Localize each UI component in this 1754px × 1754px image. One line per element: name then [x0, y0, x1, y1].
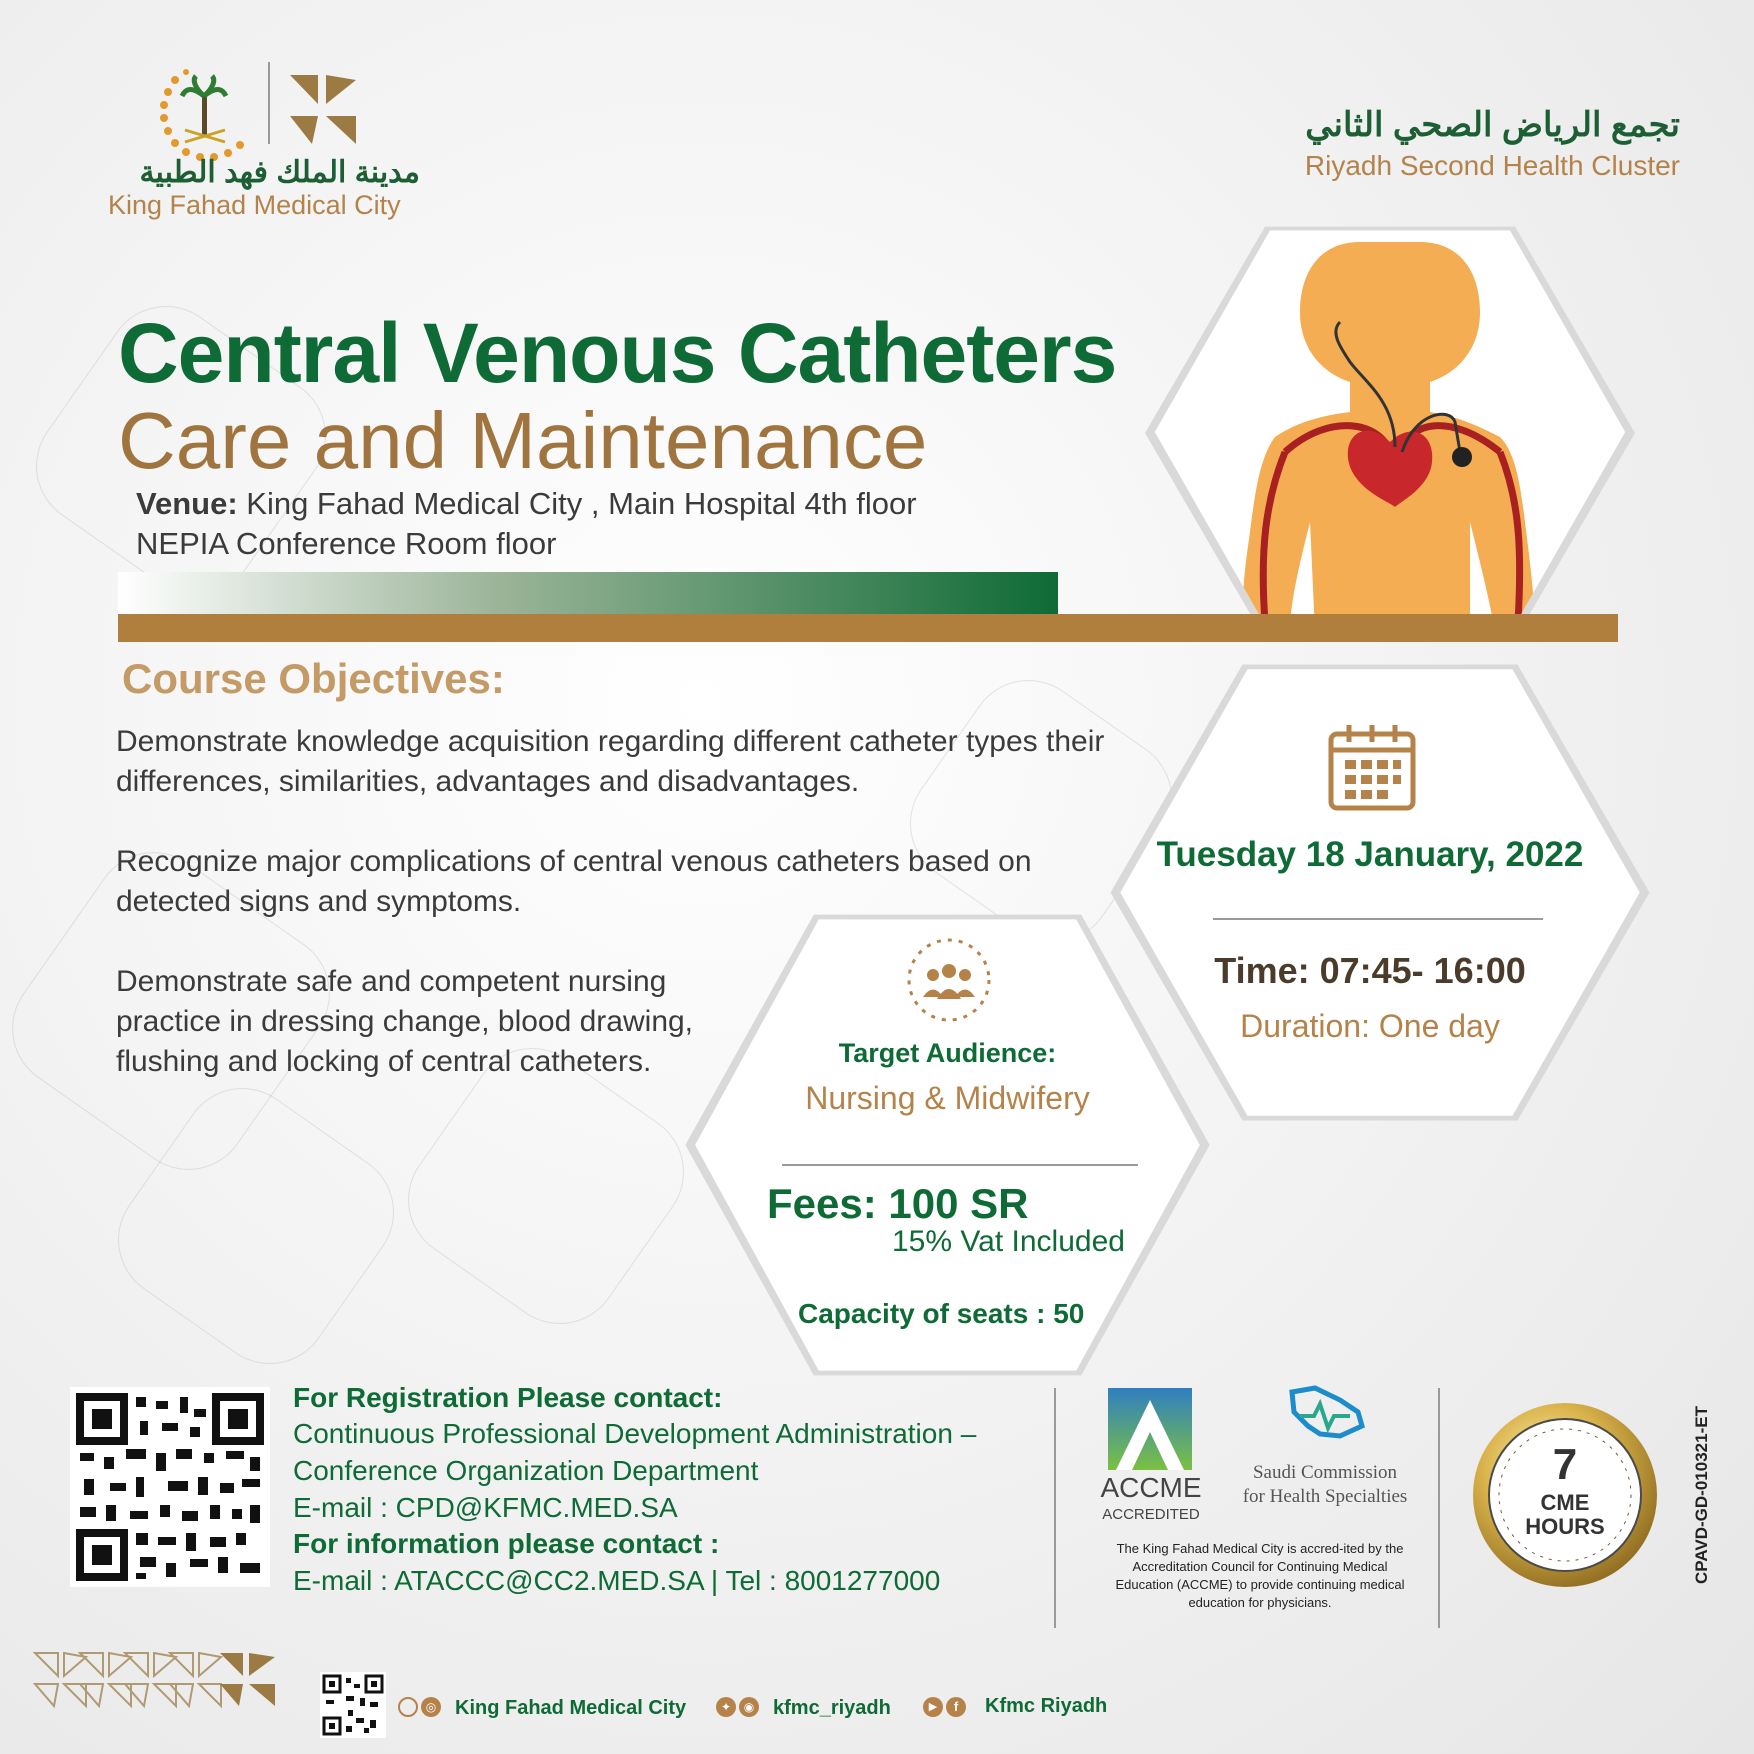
objective-2: Recognize major complications of central venous catheters based on detected signs and symptoms.: [116, 845, 1032, 918]
cme-number: 7: [1552, 1440, 1578, 1489]
kfmc-name-ar: مدينة الملك فهد الطبية: [139, 156, 420, 189]
twitter-icon: ✦: [716, 1697, 736, 1717]
body-hexagon: [1150, 222, 1630, 642]
registration-email[interactable]: E-mail : CPD@KFMC.MED.SA: [293, 1492, 678, 1523]
info-contact[interactable]: E-mail : ATACCC@CC2.MED.SA | Tel : 8001277000: [293, 1565, 941, 1596]
objective-1: Demonstrate knowledge acquisition regarding different catheter types their differences, similarities, advantages and disadvantages.: [116, 725, 1105, 798]
youtube-handle[interactable]: Kfmc Riyadh: [985, 1695, 1108, 1717]
footer-divider: [1054, 1388, 1056, 1628]
audience-label: Target Audience:: [838, 1038, 1057, 1068]
accme-logo-icon: [1108, 1388, 1192, 1470]
cme-hours-label: HOURS: [1525, 1514, 1605, 1539]
cluster-name-en: Riyadh Second Health Cluster: [1304, 150, 1680, 181]
social-qr-code[interactable]: [320, 1672, 386, 1738]
scfhs-line2: for Health Specialties: [1242, 1486, 1408, 1507]
event-date: Tuesday 18 January, 2022: [1156, 835, 1584, 874]
title-line2: Care and Maintenance: [118, 396, 928, 485]
cme-label: CME: [1540, 1490, 1590, 1515]
registration-qr-code[interactable]: [70, 1387, 270, 1587]
youtube-icon: ▶: [923, 1697, 943, 1717]
instagram-icon: ◎: [421, 1697, 441, 1717]
venue-line1: [136, 486, 917, 522]
accme-accredited: ACCREDITED: [1102, 1506, 1200, 1523]
kfmc-emblem-logo: [150, 60, 270, 170]
event-time: Time: 07:45- 16:00: [1214, 950, 1526, 991]
title-line1: Central Venous Catheters: [118, 306, 1117, 400]
website-handle[interactable]: King Fahad Medical City: [455, 1697, 687, 1719]
vat-note: 15% Vat Included: [892, 1225, 1125, 1258]
accme-name: ACCME: [1100, 1472, 1202, 1503]
venue-line2: NEPIA Conference Room floor: [136, 526, 557, 561]
fees: Fees: 100 SR: [767, 1180, 1029, 1227]
brown-divider-bar: [118, 614, 1618, 642]
footer-divider: [1438, 1388, 1440, 1628]
schedule-divider: [1213, 918, 1543, 920]
scfhs-logo-icon: [1280, 1382, 1370, 1442]
seat-capacity: Capacity of seats : 50: [798, 1298, 1085, 1329]
audience-divider: [782, 1164, 1138, 1166]
objective-3: Demonstrate safe and competent nursing practice in dressing change, blood drawing, flushing and locking of central catheters.: [116, 965, 694, 1078]
department-line2: Conference Organization Department: [293, 1455, 759, 1486]
kfmc-name-en: King Fahad Medical City: [108, 190, 401, 220]
scfhs-line1: Saudi Commission: [1252, 1462, 1398, 1483]
footer-flower-logos: [30, 1648, 280, 1712]
registration-label: For Registration Please contact:: [293, 1382, 723, 1413]
audience-group-icon: [904, 935, 994, 1025]
accreditation-statement: The King Fahad Medical City is accred-ited by the Accreditation Council for Continuing Medical Education (ACCME) to provide continuing medical education for physicians.: [1115, 1541, 1405, 1610]
department-line1: Continuous Professional Development Administration –: [293, 1418, 977, 1449]
twitter-handle[interactable]: kfmc_riyadh: [773, 1697, 891, 1719]
info-label: For information please contact :: [293, 1528, 720, 1559]
gradient-bar: [118, 572, 1058, 614]
document-code: CPAVD-GD-010321-ET: [1692, 1406, 1711, 1584]
audience-value: Nursing & Midwifery: [805, 1080, 1090, 1116]
globe-icon: [398, 1697, 418, 1717]
event-duration: Duration: One day: [1240, 1008, 1500, 1044]
objectives-heading: Course Objectives:: [122, 655, 505, 702]
cluster-name-ar: تجمع الرياض الصحي الثاني: [1305, 106, 1680, 144]
venue-label: Venue:: [136, 486, 238, 521]
venue-value: King Fahad Medical City , Main Hospital 4th floor: [237, 486, 917, 521]
calendar-icon: [1327, 722, 1417, 812]
facebook-icon: f: [946, 1697, 966, 1717]
snapchat-icon: ◉: [739, 1697, 759, 1717]
torso-illustration: [1150, 222, 1630, 642]
kfmc-flower-logo: [282, 70, 362, 150]
logo-divider: [268, 62, 270, 144]
